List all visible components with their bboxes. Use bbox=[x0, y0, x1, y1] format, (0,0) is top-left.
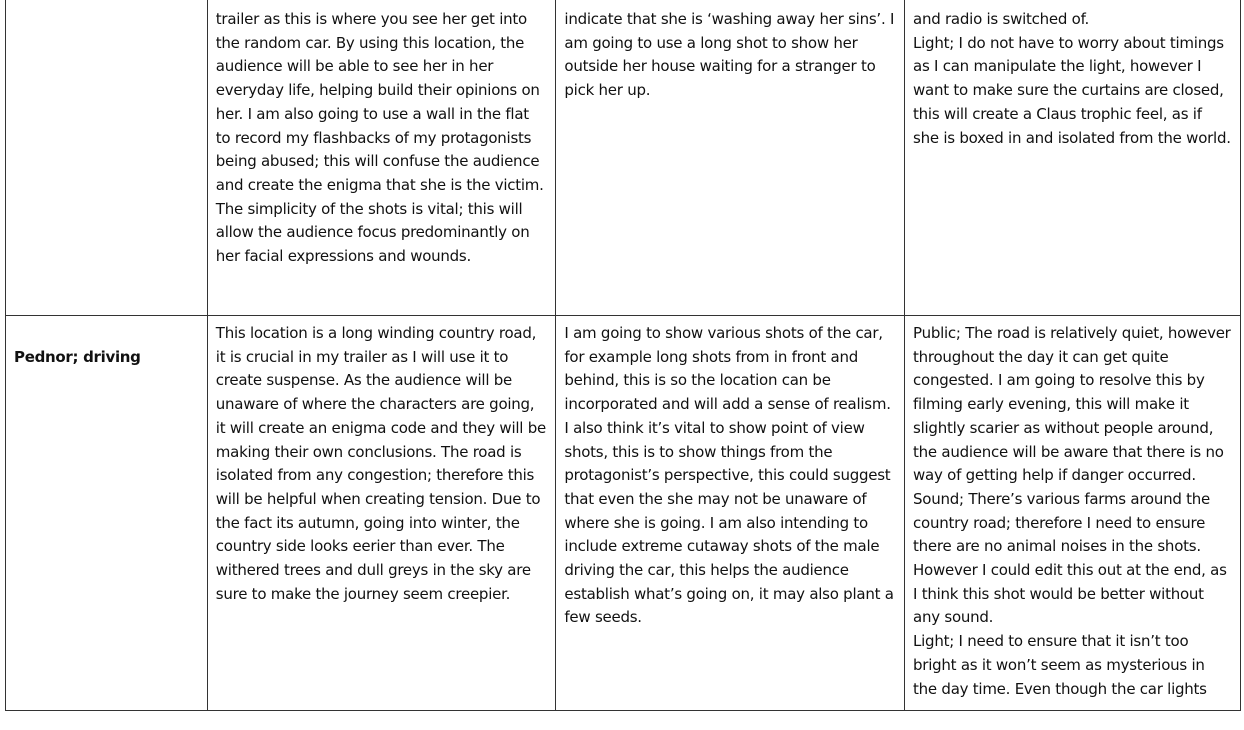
location-cell bbox=[6, 0, 208, 316]
shots-cell: indicate that she is ‘washing away her sins’. I am going to use a long shot to show her outside her house waiting for a stranger to pick her up. bbox=[556, 0, 905, 316]
table-row bbox=[6, 0, 1241, 316]
location-cell bbox=[6, 316, 208, 711]
shots-cell: I am going to show various shots of the car, for example long shots from in front and behind, this is so the location can be incorporated and will add a sense of realism. I also think it’s vital to show point of view shots, this is to show things from the protagonist’s perspective, this could suggest that even the she may not be unaware of where she is going. I am also intending to include extreme cutaway shots of the male driving the car, this helps the audience establish what’s going on, it may also plant a few seeds. bbox=[556, 316, 905, 711]
table-row bbox=[6, 316, 1241, 711]
description-cell: trailer as this is where you see her get into the random car. By using this location, the audience will be able to see her in her everyday life, helping build their opinions on her. I am also going to use a wall in the flat to record my flashbacks of my protagonists being abused; this will confuse the audience and create the enigma that she is the victim. The simplicity of the shots is vital; this will allow the audience focus predominantly on her facial expressions and wounds. bbox=[207, 0, 556, 316]
location-label: Pednor; driving bbox=[14, 347, 141, 366]
description-cell: This location is a long winding country road, it is crucial in my trailer as I will use it to create suspense. As the audience will be unaware of where the characters are going, it will create an enigma code and they will be making their own conclusions. The road is isolated from any congestion; therefore this will be helpful when creating tension. Due to the fact its autumn, going into winter, the country side looks eerier than ever. The withered trees and dull greys in the sky are sure to make the journey seem creepier. bbox=[207, 316, 556, 711]
issues-cell: Public; The road is relatively quiet, however throughout the day it can get quite congested. I am going to resolve this by filming early evening, this will make it slightly scarier as without people around, the audience will be aware that there is no way of getting help if danger occurred. Sound; There’s various farms around the country road; therefore I need to ensure there are no animal noises in the shots. However I could edit this out at the end, as I think this shot would be better without any sound. Light; I need to ensure that it isn’t too bright as it won’t seem as mysterious in the day time. Even though the car lights bbox=[905, 316, 1241, 711]
issues-cell: and radio is switched of. Light; I do not have to worry about timings as I can manipulate the light, however I want to make sure the curtains are closed, this will create a Claus trophic feel, as if she is boxed in and isolated from the world. bbox=[905, 0, 1241, 316]
location-planning-table bbox=[5, 0, 1241, 711]
